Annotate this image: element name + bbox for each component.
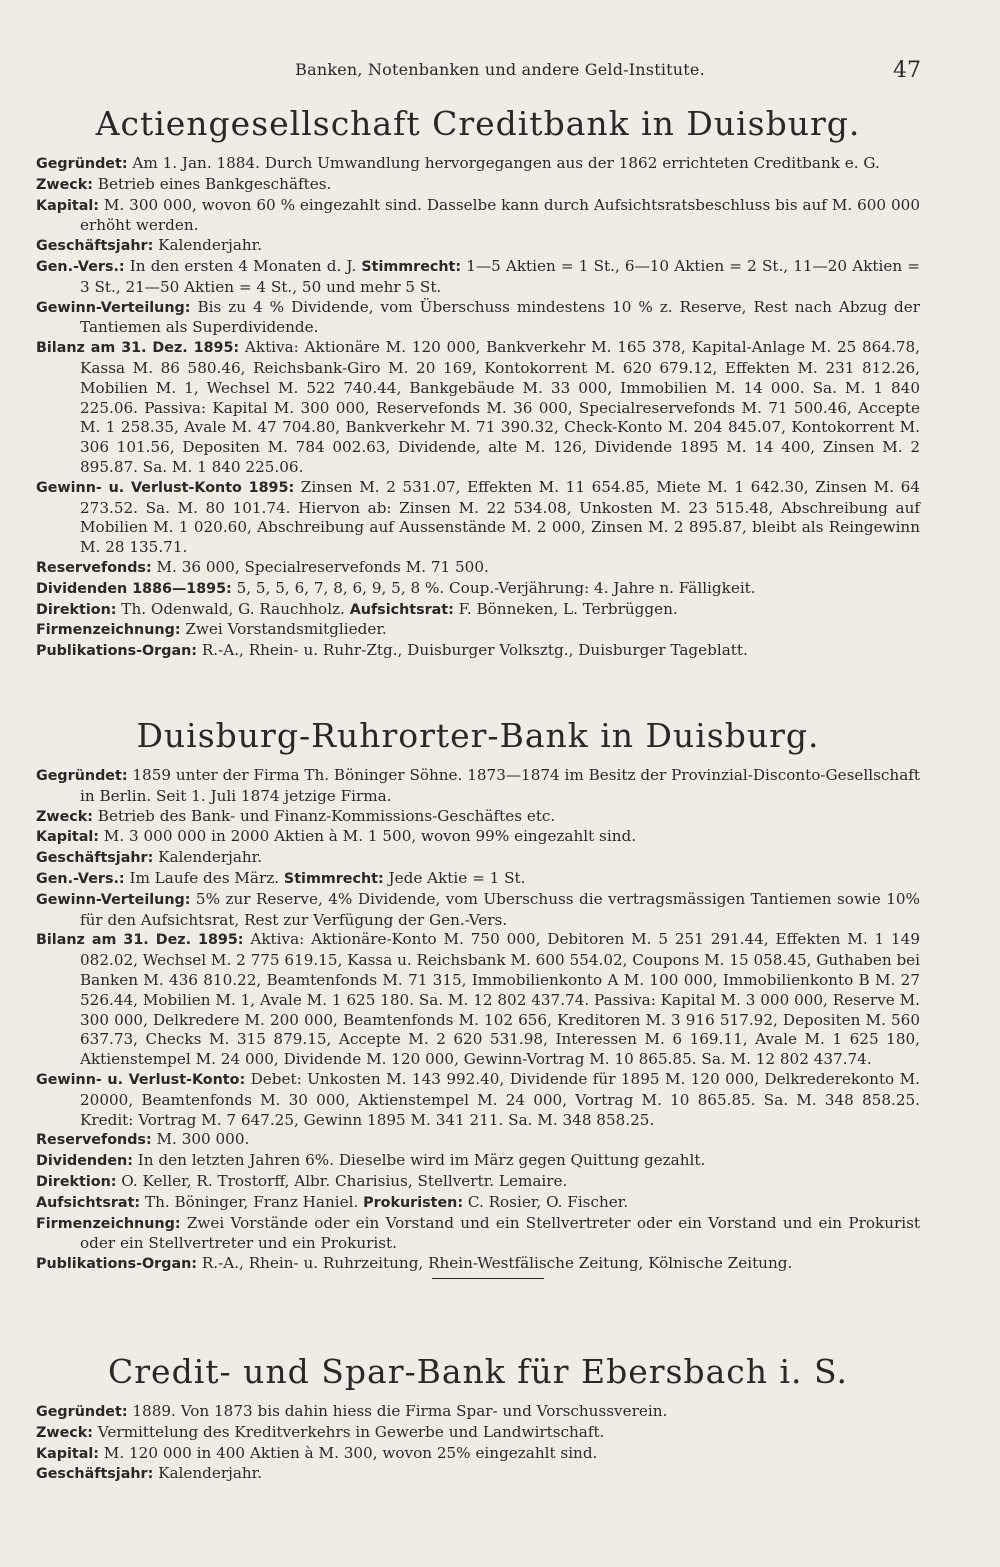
entry-text: R.-A., Rhein- u. Ruhr-Ztg., Duisburger Volksztg., Duisburger Tageblatt. (197, 641, 748, 660)
entry-paragraph (36, 558, 920, 579)
entry-text: Kalenderjahr. (153, 236, 263, 255)
entry-text: 1859 unter der Firma Th. Böninger Söhne. 1873—1874 im Besitz der Provinzial-Disconto-Gesellschaft in Berlin. Seit 1. Juli 1874 jetzige Firma. (80, 766, 920, 805)
entry-text: Th. Odenwald, G. Rauchholz. (116, 599, 345, 618)
entry-paragraph (36, 175, 920, 196)
entry-text: Debet: Unkosten M. 143 992.40, Dividende für 1895 M. 120 000, Delkrederekonto M. 20000, Beamtenfonds M. 30 000, Aktienstempel M. 24 000, Vortrag M. 10 865.85. Sa. M. 348 858.25. Kredit: Vortrag M. 7 647.25, Gewinn 1895 M. 341 211. Sa. M. 348 858.25. (80, 1069, 921, 1129)
entry-label: Dividenden 1886—1895: (36, 580, 232, 597)
entry-label: Gewinn-Verteilung: (36, 891, 191, 908)
entry-paragraph (36, 579, 920, 600)
entry-label: Zweck: (36, 1424, 93, 1441)
section-title: Actiengesellschaft Creditbank in Duisburg. (95, 104, 861, 143)
entry-label: Kapital: (36, 197, 99, 214)
entry-paragraph (36, 827, 920, 848)
entry-text: Aktiva: Aktionäre-Konto M. 750 000, Debitoren M. 5 251 291.44, Effekten M. 1 149 082.02, Wechsel M. 2 775 619.15, Kassa u. Reichsbank M. 600 554.02, Coupons M. 15 058.45, Guthaben bei Banken M. 436 810.22, Beamtenfonds M. 71 315, Immobilienkonto A M. 100 000, Immobilienkonto B M. 27 526.44, Mobilien M. 1, Avale M. 1 625 180. Sa. M. 12 802 437.74. Passiva: Kapital M. 3 000 000, Reserve M. 300 000, Delkredere M. 200 000, Beamtenfonds M. 102 656, Kreditoren M. 3 916 517.92, Depositen M. 560 637.73, Checks M. 315 879.15, Accepte M. 2 620 531.98, Interessen M. 6 169.11, Avale M. 1 625 180, Aktienstempel M. 24 000, Dividende M. 120 000, Gewinn-Vortrag M. 10 865.85. Sa. M. 12 802 437.74. (80, 930, 921, 1069)
entry-paragraph (36, 869, 920, 890)
section-title: Credit- und Spar-Bank für Ebersbach i. S. (108, 1352, 848, 1391)
entry-text: Betrieb des Bank- und Finanz-Kommissions-Geschäftes etc. (92, 806, 556, 825)
entry-label: Firmenzeichnung: (36, 1215, 181, 1232)
entry-label: Stimmrecht: (361, 258, 462, 275)
entry-paragraph (36, 257, 920, 298)
entry-label: Direktion: (36, 1173, 117, 1190)
entry-label: Publikations-Organ: (36, 1256, 198, 1273)
entry-paragraph (36, 1172, 920, 1193)
entry-text: M. 300 000, wovon 60 % eingezahlt sind. Dasselbe kann durch Aufsichtsratsbeschluss bis auf M. 600 000 erhöht werden. (80, 195, 920, 235)
entry-text: M. 120 000 in 400 Aktien à M. 300, wovon 25% eingezahlt sind. (98, 1443, 598, 1462)
entry-paragraph (36, 236, 920, 257)
entry-label: Zweck: (36, 176, 93, 193)
entry-text: 5, 5, 5, 6, 7, 8, 6, 9, 5, 8 %. Coup.-Verjährung: 4. Jahre n. Fälligkeit. (231, 578, 756, 597)
entry-paragraph (36, 1402, 920, 1423)
entry-label: Gewinn-Verteilung: (36, 299, 191, 316)
entry-paragraph (36, 196, 920, 237)
entry-paragraph (36, 766, 920, 807)
page-number: 47 (893, 58, 921, 83)
section-creditbank-duisburg (36, 104, 920, 662)
entry-text: Kalenderjahr. (153, 1464, 263, 1483)
entry-text: Bis zu 4 % Dividende, vom Überschuss mindestens 10 % z. Reserve, Rest nach Abzug der Tantiemen als Superdividende. (80, 297, 920, 337)
entry-paragraph (36, 1130, 920, 1151)
entry-paragraph (36, 641, 920, 662)
entry-text: Am 1. Jan. 1884. Durch Umwandlung hervorgegangen aus der 1862 errichteten Creditbank e. G. (127, 154, 880, 172)
entry-paragraph (36, 1193, 920, 1214)
entry-text: Zwei Vorstandsmitglieder. (180, 620, 387, 639)
entry-label: Kapital: (36, 829, 99, 846)
section-title: Duisburg-Ruhrorter-Bank in Duisburg. (136, 716, 820, 755)
entry-list (36, 766, 920, 1275)
entry-paragraph (36, 807, 920, 828)
entry-text: M. 300 000. (151, 1130, 250, 1149)
entry-text: C. Rosier, O. Fischer. (463, 1192, 629, 1211)
entry-label: Gegründet: (36, 1404, 128, 1420)
section-credit-spar-bank-ebersbach (36, 1352, 920, 1485)
entry-text: Th. Böninger, Franz Haniel. (140, 1192, 359, 1211)
entry-paragraph (36, 478, 920, 558)
entry-label: Firmenzeichnung: (36, 622, 181, 639)
entry-label: Reservefonds: (36, 1132, 152, 1149)
running-header: Banken, Notenbanken und andere Geld-Institute. (295, 60, 705, 79)
entry-paragraph (36, 848, 920, 869)
entry-label: Gen.-Vers.: (36, 258, 125, 275)
entry-text: O. Keller, R. Trostorff, Albr. Charisius, Stellvertr. Lemaire. (116, 1171, 568, 1190)
entry-text: In den letzten Jahren 6%. Dieselbe wird im März gegen Quittung gezahlt. (132, 1151, 706, 1170)
entry-label: Bilanz am 31. Dez. 1895: (36, 932, 244, 949)
section-duisburg-ruhrorter-bank (36, 716, 920, 1279)
entry-label: Dividenden: (36, 1153, 133, 1170)
entry-text: Vermittelung des Kreditverkehrs in Gewerbe und Landwirtschaft. (92, 1422, 605, 1441)
entry-text: In den ersten 4 Monaten d. J. (124, 256, 357, 275)
entry-text: R.-A., Rhein- u. Ruhrzeitung, Rhein-Westfälische Zeitung, Kölnische Zeitung. (197, 1254, 793, 1273)
entry-paragraph (36, 1423, 920, 1444)
entry-label: Gewinn- u. Verlust-Konto 1895: (36, 479, 295, 496)
entry-text: 5% zur Reserve, 4% Dividende, vom Uberschuss die vertragsmässigen Tantiemen sowie 10% für den Aufsichtsrat, Rest zur Verfügung der Gen.-Vers. (80, 889, 920, 929)
entry-paragraph (36, 1444, 920, 1465)
entry-paragraph (36, 1151, 920, 1172)
entry-label: Gewinn- u. Verlust-Konto: (36, 1071, 246, 1088)
entry-label: Gegründet: (36, 768, 128, 784)
entry-label: Direktion: (36, 601, 117, 618)
entry-text: F. Bönneken, L. Terbrüggen. (453, 599, 678, 618)
entry-paragraph (36, 298, 920, 339)
entry-paragraph (36, 1464, 920, 1485)
entry-label: Prokuristen: (363, 1194, 464, 1211)
entry-label: Aufsichtsrat: (349, 601, 454, 618)
entry-text: Zwei Vorstände oder ein Vorstand und ein Stellvertreter oder ein Vorstand und ein Prokurist oder ein Stellvertreter und ein Prokurist. (80, 1213, 920, 1253)
entry-paragraph (36, 890, 920, 931)
entry-text: Zinsen M. 2 531.07, Effekten M. 11 654.85, Miete M. 1 642.30, Zinsen M. 64 273.52. Sa. M. 80 101.74. Hiervon ab: Zinsen M. 22 534.08, Unkosten M. 23 515.48, Abschreibung auf Mobilien M. 1 020.60, Abschreibung auf Aussenstände M. 2 000, Zinsen M. 2 895.87, bleibt als Reingewinn M. 28 135.71. (80, 477, 920, 557)
entry-text: M. 3 000 000 in 2000 Aktien à M. 1 500, wovon 99% eingezahlt sind. (98, 827, 637, 846)
section-divider (432, 1278, 544, 1279)
entry-text: M. 36 000, Specialreservefonds M. 71 500. (151, 557, 489, 576)
entry-text: Betrieb eines Bankgeschäftes. (92, 174, 332, 193)
entry-label: Bilanz am 31. Dez. 1895: (36, 340, 240, 357)
entry-label: Geschäftsjahr: (36, 1466, 154, 1483)
entry-label: Geschäftsjahr: (36, 238, 154, 255)
entry-paragraph (36, 600, 920, 621)
entry-text: 1889. Von 1873 bis dahin hiess die Firma Spar- und Vorschussverein. (127, 1402, 668, 1420)
entry-text: 1—5 Aktien = 1 St., 6—10 Aktien = 2 St., 11—20 Aktien = 3 St., 21—50 Aktien = 4 St., 50 und mehr 5 St. (80, 256, 920, 296)
entry-label: Aufsichtsrat: (36, 1194, 141, 1211)
entry-label: Gen.-Vers.: (36, 870, 125, 887)
entry-paragraph (36, 620, 920, 641)
entry-text: Aktiva: Aktionäre M. 120 000, Bankverkehr M. 165 378, Kapital-Anlage M. 25 864.78, Kassa M. 86 580.46, Reichsbank-Giro M. 20 169, Kontokorrent M. 620 679.12, Effekten M. 231 812.26, Mobilien M. 1, Wechsel M. 522 740.44, Bankgebäude M. 33 000, Immobilien M. 14 000. Sa. M. 1 840 225.06. Passiva: Kapital M. 300 000, Reservefonds M. 36 000, Specialreservefonds M. 71 500.46, Accepte M. 1 258.35, Avale M. 47 704.80, Bankverkehr M. 71 390.32, Check-Konto M. 204 845.07, Kontokorrent M. 306 101.56, Depositen M. 784 002.63, Dividende, alte M. 126, Dividende 1895 M. 14 400, Zinsen M. 2 895.87. Sa. M. 1 840 225.06. (80, 338, 920, 476)
entry-text: Kalenderjahr. (153, 848, 263, 867)
entry-label: Publikations-Organ: (36, 643, 198, 660)
entry-paragraph (36, 1254, 920, 1275)
entry-label: Kapital: (36, 1445, 99, 1462)
entry-paragraph (36, 154, 920, 175)
entry-paragraph (36, 930, 920, 1070)
entry-text: Im Laufe des März. (124, 868, 280, 887)
entry-paragraph (36, 338, 920, 478)
entry-label: Reservefonds: (36, 559, 152, 576)
entry-label: Zweck: (36, 808, 93, 825)
entry-label: Gegründet: (36, 156, 128, 172)
entry-text: Jede Aktie = 1 St. (383, 868, 526, 887)
entry-list (36, 1402, 920, 1485)
entry-list (36, 154, 920, 662)
entry-paragraph (36, 1070, 920, 1130)
entry-label: Stimmrecht: (283, 870, 384, 887)
entry-label: Geschäftsjahr: (36, 850, 154, 867)
entry-paragraph (36, 1214, 920, 1255)
